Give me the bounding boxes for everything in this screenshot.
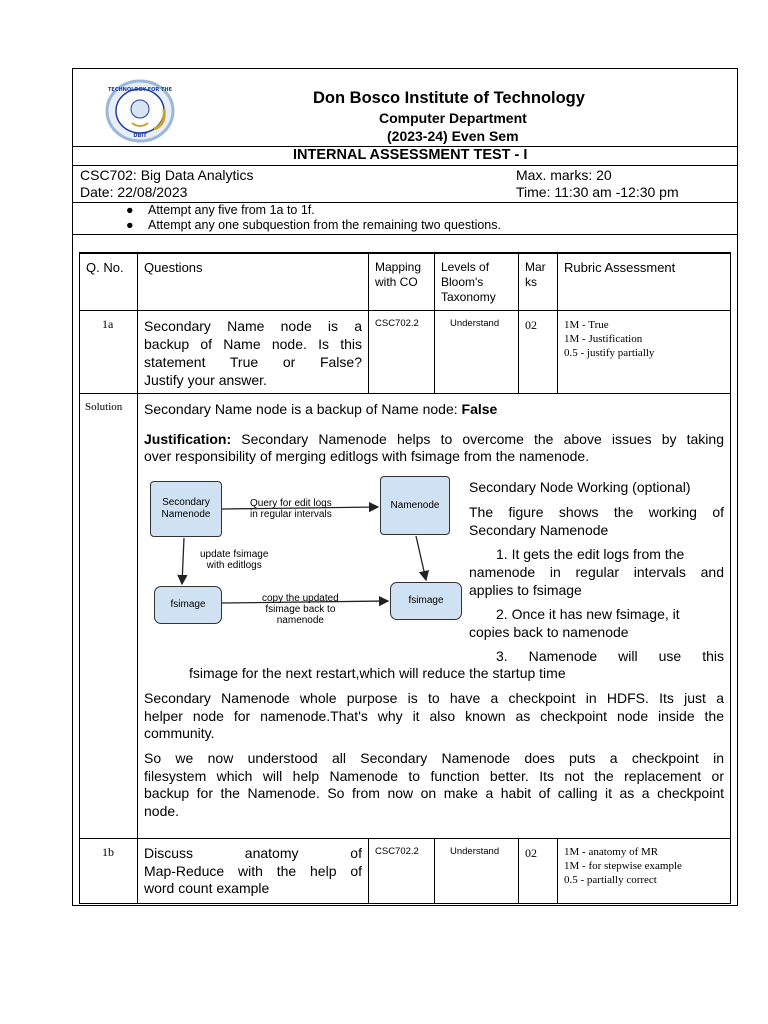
- divider: [72, 234, 738, 235]
- secondary-namenode-box: Secondary Namenode: [150, 481, 222, 537]
- instructions: [126, 203, 501, 233]
- header-mapping: Mapping with CO: [375, 260, 422, 289]
- solution-label: Solution: [85, 401, 123, 413]
- q1b-rubric: 1M - anatomy of MR 1M - for stepwise example 0.5 - partially correct: [564, 846, 682, 886]
- q1b-marks: 02: [525, 846, 537, 860]
- test-title: INTERNAL ASSESSMENT TEST - I: [293, 147, 528, 163]
- svg-text:TECHNOLOGY FOR THE: TECHNOLOGY FOR THE: [108, 87, 172, 93]
- q1a-level: Understand: [450, 318, 500, 329]
- svg-text:DBIT: DBIT: [133, 133, 147, 139]
- header-questions: Questions: [144, 260, 203, 275]
- secondary-namenode-diagram: [146, 472, 466, 632]
- solution-para-1: Secondary Namenode whole purpose is to have a checkpoint in HDFS. Its just a helper node for namenode.That's why it also known as checkpoint node inside the community.: [144, 690, 724, 741]
- department-name: Computer Department: [379, 110, 527, 126]
- namenode-box: Namenode: [380, 476, 450, 535]
- side-explanation: The figure shows the working of Secondary Namenode 1. It gets the edit logs from the namenode in regular intervals and applies to fsimage 2. Once it has new fsimage, it copies back to namenode 3. Namenode will use this: [469, 504, 724, 664]
- fsimage-right-box: fsimage: [390, 582, 462, 620]
- exam-date: Date: 22/08/2023: [80, 184, 188, 200]
- header-qno: Q. No.: [86, 260, 124, 275]
- course-code: CSC702: Big Data Analytics: [80, 167, 254, 183]
- exam-time: Time: 11:30 am -12:30 pm: [516, 184, 679, 200]
- institute-name: Don Bosco Institute of Technology: [313, 89, 585, 107]
- q1a-rubric: 1M - True 1M - Justification 0.5 - justify partially: [564, 319, 655, 359]
- college-logo: [104, 79, 176, 143]
- semester: (2023-24) Even Sem: [387, 128, 519, 144]
- q1a-marks: 02: [525, 318, 537, 332]
- q1b-co: CSC702.2: [375, 846, 419, 857]
- header-rubric: Rubric Assessment: [564, 260, 676, 275]
- side-explanation-end: fsimage for the next restart,which will reduce the startup time: [189, 665, 566, 681]
- q1a-co: CSC702.2: [375, 318, 419, 329]
- instruction-item: ● Attempt any one subquestion from the remaining two questions.: [126, 218, 501, 232]
- header-levels: Levels of Bloom's Taxonomy: [441, 260, 496, 304]
- q1a-number: 1a: [102, 317, 114, 331]
- justification: Justification: Secondary Namenode helps to overcome the above issues by taking over responsibility of merging editlogs with fsimage from the namenode.: [144, 431, 724, 464]
- label-query: Query for edit logs in regular intervals: [250, 498, 332, 520]
- label-copy: copy the updated fsimage back to namenode: [262, 593, 339, 626]
- side-title: Secondary Node Working (optional): [469, 479, 691, 495]
- label-update: update fsimage with editlogs: [200, 549, 269, 571]
- fsimage-left-box: fsimage: [154, 586, 222, 624]
- instruction-item: ● Attempt any five from 1a to 1f.: [126, 203, 315, 217]
- q1b-number: 1b: [102, 845, 114, 859]
- solution-para-2: So we now understood all Secondary Namenode does puts a checkpoint in filesystem which will help Namenode to function better. Its not the replacement or backup for the Namenode. So from now on make a habit of calling it as a checkpoint node.: [144, 750, 724, 819]
- q1a-question: Secondary Name node is a backup of Name node. Is this statement True or False? Justify your answer.: [144, 318, 362, 388]
- solution-answer: False: [461, 401, 498, 417]
- solution-statement: Secondary Name node is a backup of Name node: False: [144, 401, 498, 417]
- max-marks: Max. marks: 20: [516, 167, 612, 183]
- header-marks: Mar ks: [525, 260, 546, 289]
- q1b-question: Discuss anatomy of Map-Reduce with the help of word count example: [144, 845, 362, 896]
- divider: [72, 165, 738, 166]
- q1b-level: Understand: [450, 846, 500, 857]
